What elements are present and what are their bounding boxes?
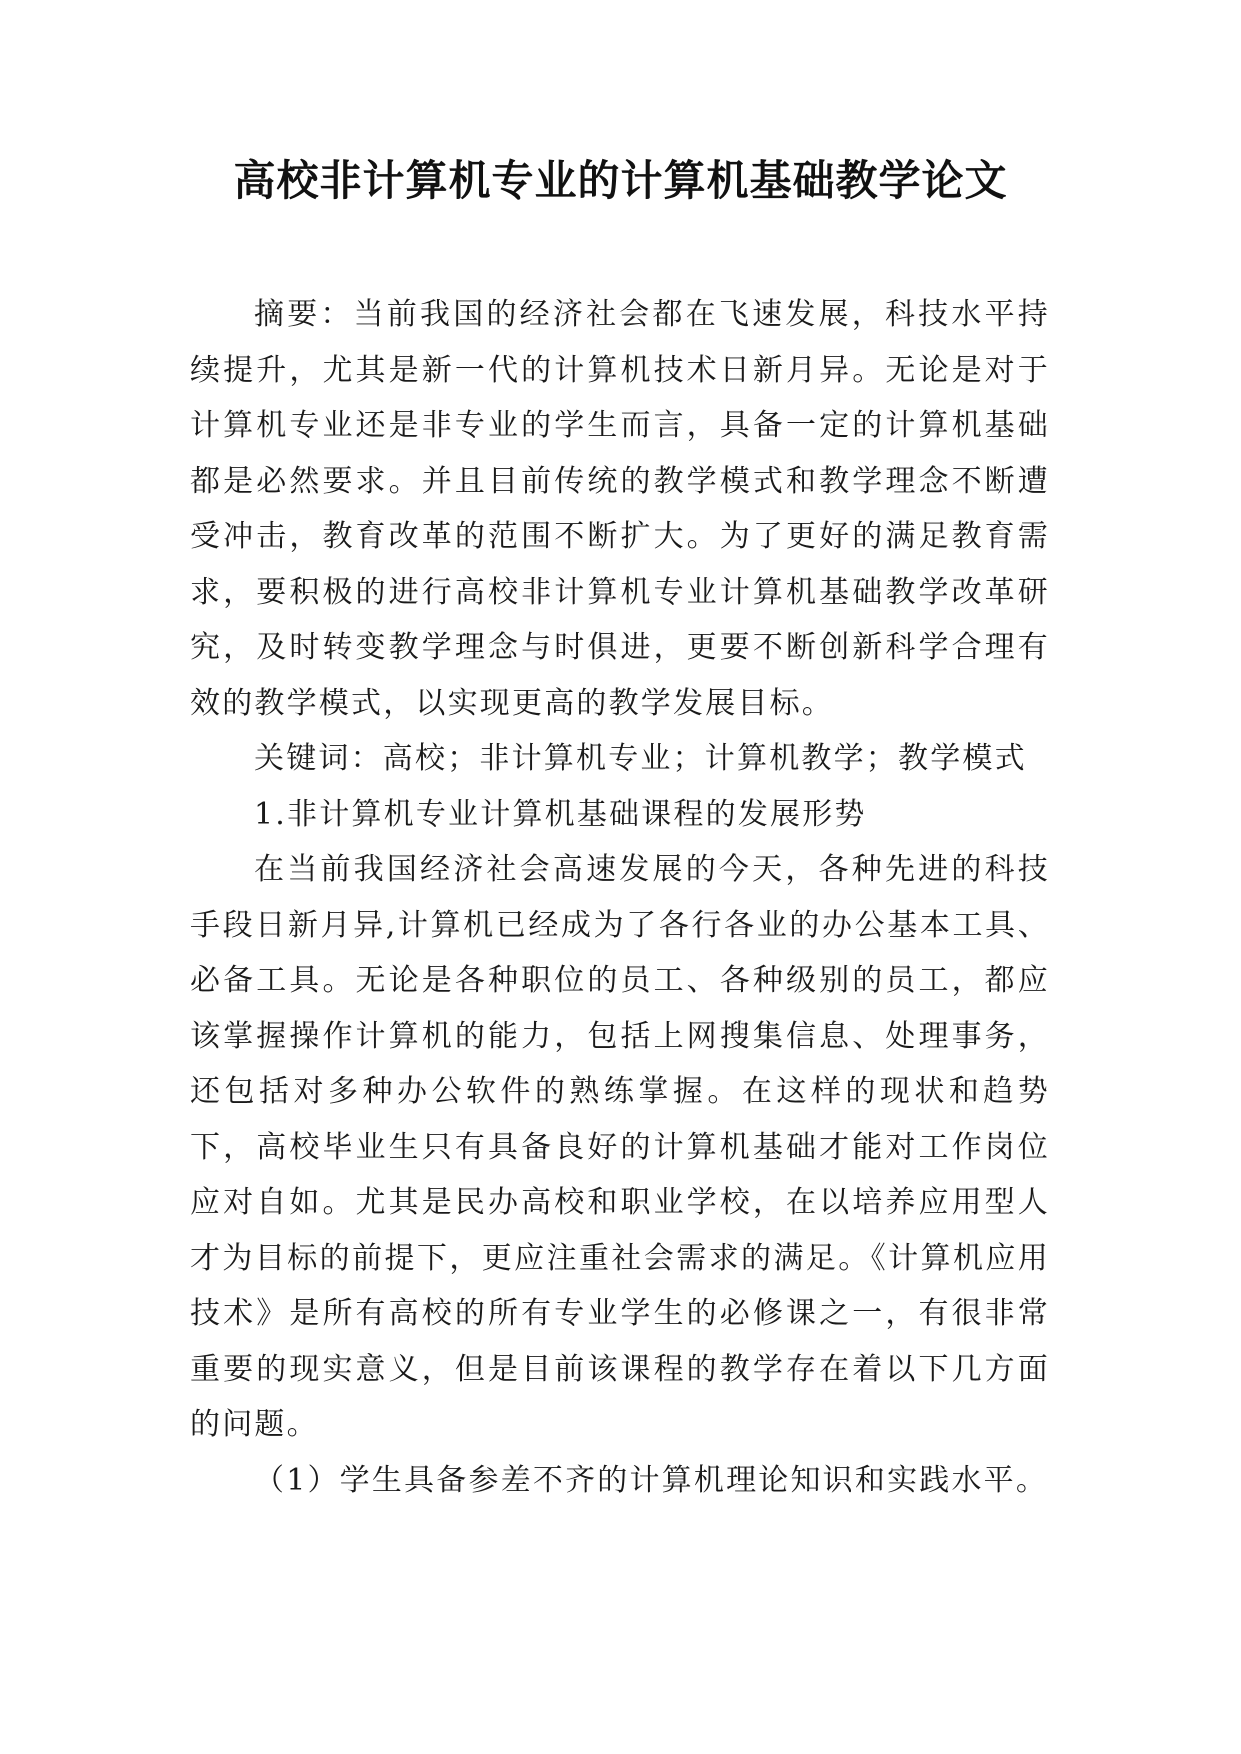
body-paragraph: 在当前我国经济社会高速发展的今天，各种先进的科技手段日新月异,计算机已经成为了各行各业的办公基本工具、必备工具。无论是各种职位的员工、各种级别的员工，都应该掌握操作计算机的能力，包括上网搜集信息、处理事务，还包括对多种办公软件的熟练掌握。在这样的现状和趋势下，高校毕业生只有具备良好的计算机基础才能对工作岗位应对自如。尤其是民办高校和职业学校，在以培养应用型人才为目标的前提下，更应注重社会需求的满足。《计算机应用技术》是所有高校的所有专业学生的必修课之一，有很非常重要的现实意义，但是目前该课程的教学存在着以下几方面的问题。 [190,852,1050,1442]
document-title: 高校非计算机专业的计算机基础教学论文 [233,156,1008,205]
section-heading: 1.非计算机专业计算机基础课程的发展形势 [254,796,867,832]
list-item: （1）学生具备参差不齐的计算机理论知识和实践水平。 [254,1462,1049,1498]
keywords-line: 关键词：高校；非计算机专业；计算机教学；教学模式 [254,741,1027,776]
abstract-paragraph: 摘要：当前我国的经济社会都在飞速发展，科技水平持续提升，尤其是新一代的计算机技术日新月异。无论是对于计算机专业还是非专业的学生而言，具备一定的计算机基础都是必然要求。并且目前传统的教学模式和教学理念不断遭受冲击，教育改革的范围不断扩大。为了更好的满足教育需求，要积极的进行高校非计算机专业计算机基础教学改革研究，及时转变教学理念与时俱进，更要不断创新科学合理有效的教学模式，以实现更高的教学发展目标。 [190,297,1050,721]
document-body [190,287,1050,1508]
